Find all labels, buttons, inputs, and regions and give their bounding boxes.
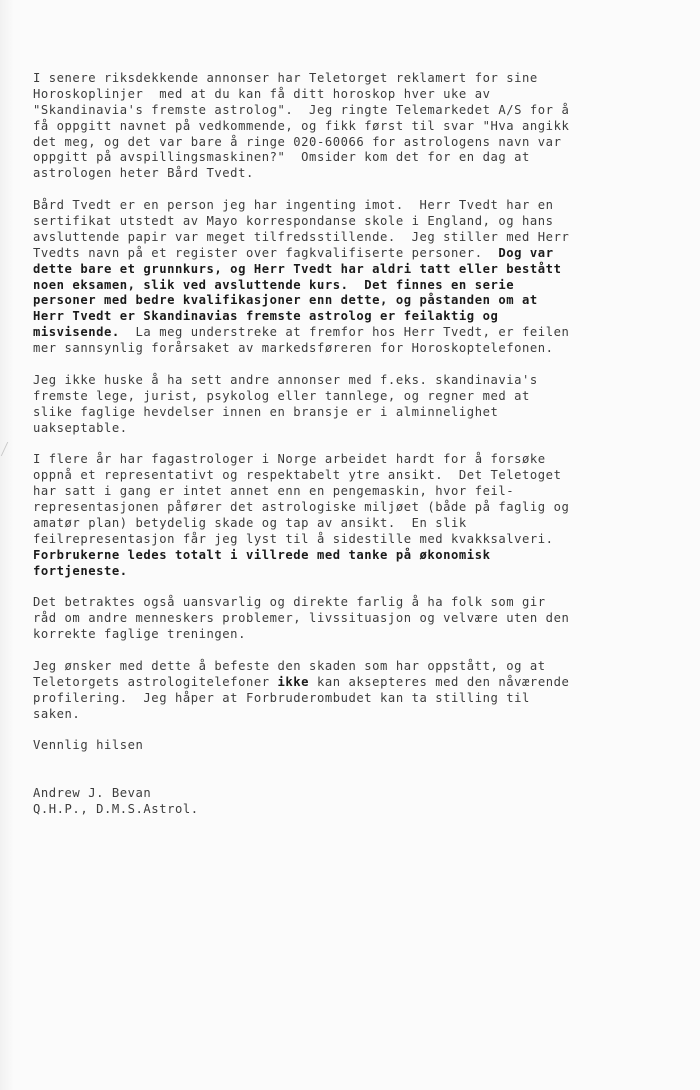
letter-paragraph	[33, 71, 699, 182]
letter-paragraph	[33, 595, 699, 643]
letter-paragraph	[33, 373, 699, 437]
text-segment: Jeg ønsker med dette å befeste den skaden som har oppstått, og at	[33, 658, 546, 673]
text-line	[33, 373, 699, 389]
text-line	[33, 564, 699, 580]
text-line	[33, 595, 699, 611]
text-segment: astrologen heter Bård Tvedt.	[33, 166, 254, 181]
letter-paragraph	[33, 198, 699, 357]
text-line	[33, 421, 699, 437]
text-line	[33, 341, 699, 357]
text-segment: "Skandinavia's fremste astrolog". Jeg ringte Telemarkedet A/S for å	[33, 102, 570, 117]
text-line	[33, 166, 699, 182]
text-segment: amatør plan) betydelig skade og tap av ansikt. En slik	[33, 515, 467, 530]
bold-text-segment: fortjeneste.	[33, 563, 128, 578]
text-segment: I senere riksdekkende annonser har Teletorget reklamert for sine	[33, 71, 538, 85]
text-line	[33, 325, 699, 341]
text-segment: saken.	[33, 706, 81, 721]
text-line	[33, 500, 699, 516]
text-line	[33, 309, 699, 325]
signature-credentials: Q.H.P., D.M.S.Astrol.	[33, 801, 199, 816]
bold-text-segment: noen eksamen, slik ved avsluttende kurs. Det finnes en serie	[33, 277, 515, 292]
paragraph-gap	[33, 580, 699, 596]
paragraph-gap	[33, 643, 699, 659]
text-line	[33, 691, 699, 707]
text-line	[33, 675, 699, 691]
text-segment: har satt i gang er intet annet enn en pengemaskin, hvor feil-	[33, 484, 515, 499]
page-edge-shadow	[0, 0, 14, 1090]
text-line	[33, 262, 699, 278]
paragraph-gap	[33, 182, 699, 198]
paragraph-gap	[33, 436, 699, 452]
text-line	[33, 484, 699, 500]
bold-text-segment: ikke	[277, 674, 310, 689]
text-segment: profilering. Jeg håper at Forbruderombudet kan ta stilling til	[33, 690, 530, 705]
text-line	[33, 452, 699, 468]
signature-gap	[33, 754, 699, 786]
text-line	[33, 405, 699, 421]
text-segment: råd om andre menneskers problemer, livssituasjon og velvære uten den	[33, 611, 570, 626]
bold-text-segment: Herr Tvedt er Skandinavias fremste astrolog er feilaktig og	[33, 309, 499, 324]
text-line	[33, 627, 699, 643]
text-segment: det meg, og det var bare å ringe 020-60066 for astrologens navn var	[33, 134, 562, 149]
text-segment: I flere år har fagastrologer i Norge arbeidet hardt for å forsøke	[33, 452, 546, 467]
text-line	[33, 707, 699, 723]
bold-text-segment: personer med bedre kvalifikasjoner enn dette, og påstanden om at	[33, 293, 538, 308]
bold-text-segment: dette bare et grunnkurs, og Herr Tvedt har aldri tatt eller bestått	[33, 261, 562, 276]
text-segment: avsluttende papir var meget tilfredsstillende. Jeg stiller med Herr	[33, 229, 570, 244]
bold-text-segment: Dog var	[498, 245, 554, 260]
text-line	[33, 611, 699, 627]
text-line	[33, 532, 699, 548]
text-line	[33, 214, 699, 230]
text-line	[33, 135, 699, 151]
text-line	[33, 103, 699, 119]
letter-paragraph	[33, 659, 699, 723]
text-line	[33, 548, 699, 564]
text-segment: mer sannsynlig forårsaket av markedsføreren for Horoskoptelefonen.	[33, 341, 554, 356]
text-line	[33, 516, 699, 532]
paragraph-gap	[33, 357, 699, 373]
text-segment: sertifikat utstedt av Mayo korrespondanse skole i England, og hans	[33, 214, 554, 229]
letter-body	[33, 71, 699, 818]
text-line	[33, 150, 699, 166]
text-line	[33, 119, 699, 135]
text-segment: uakseptable.	[33, 420, 128, 435]
text-segment: fremste lege, jurist, psykolog eller tannlege, og regner med at	[33, 388, 530, 403]
text-segment: Det betraktes også uansvarlig og direkte farlig å ha folk som gir	[33, 595, 546, 610]
text-line	[33, 468, 699, 484]
text-segment: oppgitt på avspillingsmaskinen?" Omsider kom det for en dag at	[33, 150, 530, 165]
text-line	[33, 659, 699, 675]
text-segment: Tvedts navn på et register over fagkvalifiserte personer.	[33, 245, 499, 260]
text-segment: slike faglige hevdelser innen en bransje er i alminnelighet	[33, 404, 499, 419]
bold-text-segment: Forbrukerne ledes totalt i villrede med tanke på økonomisk	[33, 547, 491, 562]
closing-line: Vennlig hilsen	[33, 738, 144, 753]
text-line	[33, 246, 699, 262]
text-segment: oppnå et representativt og respektabelt ytre ansikt. Det Teletoget	[33, 468, 562, 483]
text-segment: Teletorgets astrologitelefoner	[33, 674, 278, 689]
text-line	[33, 278, 699, 294]
text-segment: Horoskoplinjer med at du kan få ditt horoskop hver uke av	[33, 86, 491, 101]
signature-name: Andrew J. Bevan	[33, 786, 152, 801]
text-segment: La meg understreke at fremfor hos Herr Tvedt, er feilen	[119, 325, 570, 340]
text-line	[33, 230, 699, 246]
letter-paragraph	[33, 452, 699, 579]
paragraph-gap	[33, 723, 699, 739]
text-segment: Bård Tvedt er en person jeg har ingenting imot. Herr Tvedt har en	[33, 198, 554, 213]
text-segment: feilrepresentasjon får jeg lyst til å sidestille med kvakksalveri.	[33, 531, 554, 546]
text-line	[33, 71, 699, 87]
text-segment: Jeg ikke huske å ha sett andre annonser med f.eks. skandinavia's	[33, 372, 538, 387]
text-line	[33, 389, 699, 405]
text-line	[33, 198, 699, 214]
text-segment: få oppgitt navnet på vedkommende, og fikk først til svar "Hva angikk	[33, 118, 570, 133]
bold-text-segment: misvisende.	[33, 325, 120, 340]
text-segment: kan aksepteres med den nåværende	[309, 674, 570, 689]
letter-paragraphs	[33, 71, 699, 738]
text-segment: representasjonen påfører det astrologiske miljøet (både på faglig og	[33, 500, 570, 515]
text-line	[33, 87, 699, 103]
text-segment: korrekte faglige treningen.	[33, 627, 246, 642]
text-line	[33, 293, 699, 309]
